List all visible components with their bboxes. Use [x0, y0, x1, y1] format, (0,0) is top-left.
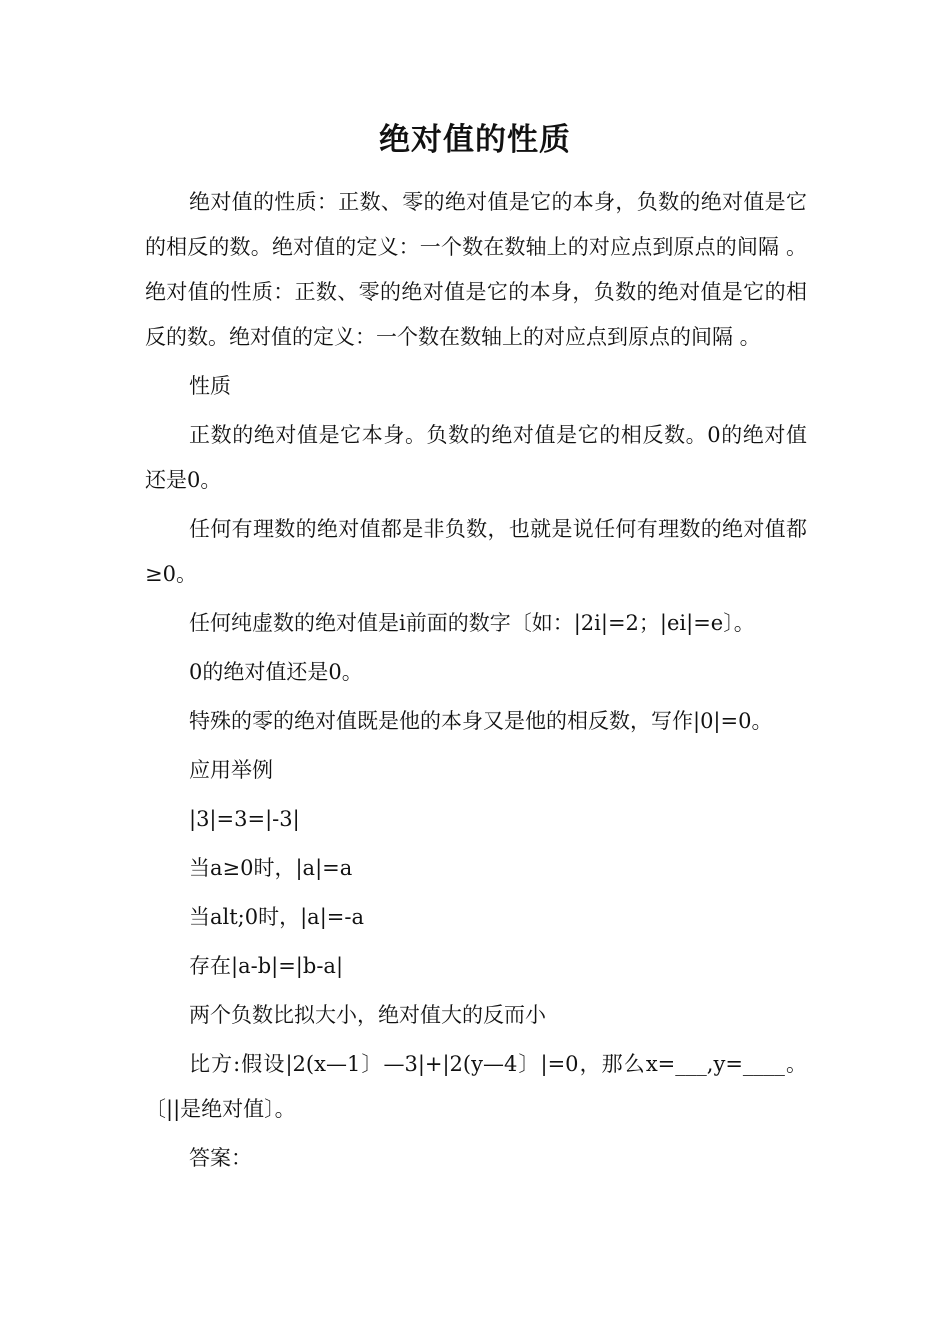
paragraph-a-negative: 当alt;0时，|a|=-a	[189, 905, 364, 929]
paragraph-compare-negatives: 两个负数比拟大小，绝对值大的反而小	[189, 1003, 546, 1027]
paragraph-positive-negative: 正数的绝对值是它本身。负数的绝对值是它的相反数。0的绝对值还是0。	[145, 423, 807, 492]
paragraph-special-zero: 特殊的零的绝对值既是他的本身又是他的相反数，写作|0|=0。	[189, 709, 773, 733]
paragraph-rational-nonnegative: 任何有理数的绝对值都是非负数，也就是说任何有理数的绝对值都≥0。	[145, 517, 807, 586]
document-title: 绝对值的性质	[379, 122, 571, 158]
paragraph-heading-examples: 应用举例	[189, 758, 273, 782]
paragraph-symmetry: 存在|a-b|=|b-a|	[189, 954, 344, 978]
paragraph-heading-properties: 性质	[189, 374, 231, 398]
paragraph-zero: 0的绝对值还是0。	[189, 660, 363, 684]
paragraph-exercise: 比方:假设|2(x—1〕—3|+|2(y—4〕|=0，那么x=___,y=____。〔||是绝对值〕。	[145, 1052, 807, 1121]
paragraph-answer-label: 答案：	[189, 1146, 252, 1170]
paragraph-intro: 绝对值的性质：正数、零的绝对值是它的本身，负数的绝对值是它的相反的数。绝对值的定义：一个数在数轴上的对应点到原点的间隔 。绝对值的性质：正数、零的绝对值是它的本身，负数的绝对值是它的相反的数。绝对值的定义：一个数在数轴上的对应点到原点的间隔 。	[145, 190, 807, 349]
paragraph-a-nonnegative: 当a≥0时，|a|=a	[189, 856, 353, 880]
paragraph-pure-imaginary: 任何纯虚数的绝对值是i前面的数字〔如：|2i|=2；|ei|=e〕。	[189, 611, 755, 635]
paragraph-example-three: |3|=3=|-3|	[189, 807, 300, 831]
document-body	[145, 180, 807, 1181]
